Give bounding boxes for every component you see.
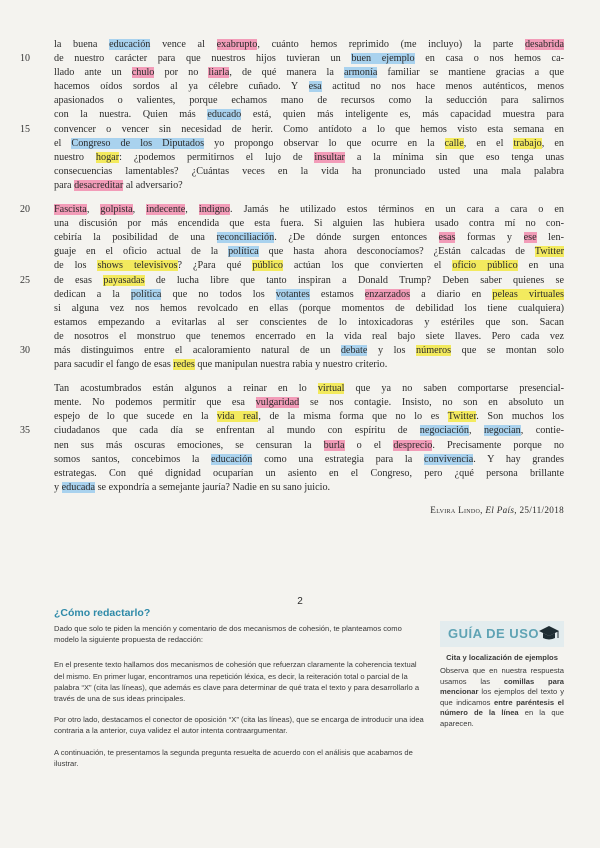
text-run: somos santos, concebimos la (54, 453, 212, 465)
text-run: dedican a la (54, 288, 131, 300)
text-line (54, 302, 564, 316)
highlight-blue: debate (340, 344, 368, 356)
text-line (54, 151, 564, 165)
text-run: , cuánto hemos reprimido (me incluyo) la parte (257, 39, 525, 50)
text-line (54, 439, 564, 453)
text-run: yo propongo observar lo que ocurre en la (204, 137, 445, 149)
guide-paragraph-model-2: Por otro lado, destacamos el conector de oposición “X” (cita las líneas), que se encarga de introducir una idea contraria a la anterior, cuya validez el autor intenta contraargumentar. (54, 715, 424, 736)
text-run: , (86, 204, 101, 216)
highlight-pink: indecente (146, 204, 186, 216)
usage-text-part: los ejemplos del texto y que indicamos (440, 687, 564, 707)
author-name: Elvira Lindo, (430, 504, 486, 515)
text-run: a diario en (410, 288, 493, 300)
highlight-blue: educación (211, 453, 253, 465)
text-run: en una (517, 260, 564, 272)
text-run: que manipulan nuestra rabia y nuestro criterio. (194, 359, 388, 371)
text-line (20, 274, 564, 288)
usage-text-part: en la que aparecen. (440, 708, 564, 728)
line-number: 35 (20, 425, 30, 437)
highlight-pink: indigno (198, 204, 230, 216)
highlight-pink: Fascista (54, 204, 87, 216)
guide-body (54, 623, 426, 779)
highlight-blue: educado (207, 109, 242, 121)
guide-paragraph-intro: Dado que solo te piden la mención y comentario de dos mecanismos de cohesión, te planteamos como modelo la siguiente propuesta de redacción: (54, 624, 402, 645)
text-line (54, 38, 564, 52)
text-line (20, 52, 564, 66)
text-run: actúan los que convierten el (282, 260, 453, 272)
usage-text-bold: comillas para mencionar (440, 676, 564, 697)
text-run: a la mínima sin que eso tenga unas (344, 151, 564, 163)
highlight-blue: educada (61, 481, 96, 493)
article-paragraph (20, 203, 565, 372)
highlight-pink: liarla (208, 67, 230, 79)
text-run: y (54, 481, 62, 493)
section-title: ¿Cómo redactarlo? (54, 607, 151, 619)
text-run: . Y hay grandes (473, 453, 564, 465)
highlight-pink: chulo (131, 67, 155, 79)
text-run: de esas (54, 274, 104, 286)
highlight-yellow: Twitter (447, 411, 477, 423)
text-run: , de qué manera la (229, 67, 344, 79)
highlight-pink: exabrupto (216, 39, 258, 50)
usage-guide-text (440, 666, 564, 730)
text-run: ciudadanos que cada día se enfrentan al mundo con espíritu de (54, 425, 420, 437)
text-run: para sacudir el fango de esas (54, 359, 174, 371)
text-run: que no todos los (161, 288, 276, 300)
publication-date: , 25/11/2018 (514, 504, 564, 515)
highlight-yellow: redes (173, 359, 195, 371)
highlight-yellow: trabajo (513, 137, 542, 149)
page-number: 2 (297, 596, 303, 607)
text-run: de nuestro carácter para que nuestros hijos tuvieran un (54, 53, 352, 65)
highlight-yellow: calle (444, 137, 464, 149)
line-number: 30 (20, 344, 30, 356)
highlight-pink: desacreditar (74, 179, 124, 191)
text-line (54, 94, 564, 108)
text-line (20, 203, 565, 217)
highlight-blue: armonía (343, 67, 378, 79)
highlight-blue: educación (109, 39, 151, 50)
text-line (54, 231, 564, 245)
text-line (54, 396, 564, 410)
text-run: de nosotros el monstruo que tenemos encerrado en la vida real bajo siete llaves. Pero cada vez (54, 330, 564, 342)
text-run: Tan acostumbrados están algunos a reinar en lo (54, 383, 318, 395)
text-run: . ¿De dónde surgen entonces (274, 232, 439, 244)
line-number: 15 (20, 123, 30, 135)
highlight-pink: desabrida (524, 39, 564, 50)
text-run: formas y (455, 232, 524, 244)
text-run: llado ante un (54, 67, 132, 79)
text-run: nuestro (54, 151, 96, 163)
text-run: o el (344, 439, 394, 451)
text-run: . Son muchos los (476, 411, 564, 423)
highlight-yellow: shows televisivos (97, 260, 178, 272)
highlight-blue: votantes (275, 288, 310, 300)
text-line (54, 179, 564, 193)
text-line (54, 137, 564, 151)
highlight-pink: ese (523, 232, 537, 244)
text-run: actitud no nos hace menos auténticos, menos (321, 81, 565, 93)
text-run: len- (536, 232, 564, 244)
text-run: de lucha libre que tanto inspiran a Donald Trump? Deben saber quienes se (144, 274, 564, 286)
text-run: , (468, 425, 484, 437)
text-run: hacemos oídos sordos al ya célebre cuñado. Y (54, 81, 309, 93)
text-line (54, 80, 564, 94)
usage-guide-title: GUÍA DE USO (448, 626, 539, 641)
text-run: el (54, 137, 72, 149)
guide-paragraph-outro: A continuación, te presentamos la segunda pregunta resuelta de acuerdo con el análisis que acabamos de ilustrar. (54, 747, 413, 768)
highlight-pink: golpista (100, 204, 133, 216)
highlight-yellow: peleas virtuales (492, 288, 564, 300)
text-run: que ya no saben comportarse presencial- (344, 383, 564, 395)
text-line (54, 108, 564, 122)
usage-text-part: Observa que en nuestra respuesta usamos las (440, 666, 564, 686)
text-run: apasionados o valientes, porque echamos mano de recursos como la seducción para salirnos (54, 95, 564, 107)
text-run: en casa o nos hemos ca- (414, 53, 564, 65)
text-run: espejo de lo que sucede en la (54, 411, 217, 423)
writing-guide-section (54, 607, 564, 768)
text-run: . Precisamente porque no (432, 439, 565, 451)
highlight-blue: política (228, 246, 259, 258)
highlight-pink: esas (438, 232, 456, 244)
line-number: 20 (20, 204, 30, 216)
graduation-cap-icon (538, 623, 560, 643)
guide-paragraph-model-1: En el presente texto hallamos dos mecanismos de cohesión que refuerzan claramente la coherencia textual del mismo. En primer lugar, encontramos una repetición léxica, es decir, la reiteración total o parcial de la palabra “X” (cita las líneas), que además es clave para determinar de qué trata el texto y para desarrollarlo a través de una de sus ideas principales. (54, 660, 420, 704)
text-run: , en (541, 137, 564, 149)
highlight-pink: vulgaridad (255, 397, 300, 409)
highlight-yellow: virtual (317, 383, 345, 395)
text-line (54, 165, 564, 179)
text-line (54, 330, 564, 344)
text-run: , (132, 204, 147, 216)
text-run: , contie- (520, 425, 564, 437)
article-text (20, 38, 565, 515)
usage-guide-header (440, 621, 564, 647)
text-run: estamos empezando a evitarlas al ser conscientes de lo intoxicadoras y estériles que son. Sacan (54, 316, 564, 328)
highlight-blue: negocian (483, 425, 521, 437)
line-number: 25 (20, 274, 30, 286)
text-run: estamos (309, 288, 365, 300)
highlight-pink: insultar (314, 151, 345, 163)
highlight-blue: buen ejemplo (351, 53, 415, 65)
usage-guide-subtitle: Cita y localización de ejemplos (446, 653, 558, 662)
usage-guide-box (440, 621, 564, 730)
text-run: como una estrategia para la (252, 453, 425, 465)
text-run: para (54, 179, 75, 191)
text-run: que se montan solo (451, 344, 564, 356)
text-run: si alguna vez nos hemos revolcado en ellas (porque momentos de debilidad los tiene cualquiera) (54, 302, 564, 314)
text-run: , (185, 204, 199, 216)
text-run: que hasta ahora desconocíamos? ¿Están calcadas de (258, 246, 535, 258)
highlight-yellow: vida real (216, 411, 259, 423)
text-line (54, 316, 564, 330)
text-run: de los (54, 260, 98, 272)
attribution (54, 505, 564, 515)
text-run: se expondría a semejante jauría? Nadie en su sano juicio. (95, 481, 331, 493)
text-line (54, 410, 564, 424)
article-paragraph (20, 38, 565, 193)
text-line (20, 344, 564, 358)
text-run: ? ¿Para qué (177, 260, 253, 272)
highlight-pink: desprecio (393, 439, 433, 451)
text-run: estrategas. Con qué dignidad ocuparían un asiento en el Congreso, pero ¿qué persona brillante (54, 467, 564, 479)
article-paragraph (20, 382, 565, 495)
text-run: consecuencias lamentables? ¿Cuántas veces en la vida ha pronunciado usted una mala palabra (54, 165, 564, 177)
highlight-yellow: público (252, 260, 283, 272)
text-run: por no (154, 67, 209, 79)
text-run: mente. No podemos permitir que esa (54, 397, 256, 409)
text-run: , en el (463, 137, 514, 149)
text-line (54, 467, 564, 481)
text-run: guaje en el oficio actual de la (54, 246, 229, 258)
text-line (20, 123, 564, 137)
text-run: : ¿podemos permitirnos el lujo de (119, 151, 315, 163)
highlight-yellow: números (416, 344, 452, 356)
text-run: una discusión por más encendida que esta fuera. Si alguien las hubiera usado contra mí no con- (54, 218, 564, 230)
text-run: convencer o vencer sin necesidad de herir. Como antídoto a lo que hemos visto esta semana en (54, 123, 564, 135)
highlight-blue: Congreso de los Diputados (71, 137, 205, 149)
text-run: se nos contagie. Insisto, no son en absoluto un (299, 397, 564, 409)
line-number: 10 (20, 53, 30, 65)
highlight-yellow: hogar (95, 151, 120, 163)
highlight-blue: negociación (419, 425, 469, 437)
text-line (54, 66, 564, 80)
highlight-pink: burla (323, 439, 345, 451)
text-run: está, quien más inteligente es, más capacidad muestra para (241, 109, 564, 121)
highlight-blue: convivencia (424, 453, 474, 465)
source-name: El País (485, 504, 515, 515)
text-run: con la nuestra. Quien más (54, 109, 208, 121)
text-line (54, 382, 564, 396)
text-run: al adversario? (123, 179, 183, 191)
text-run: familiar se mantiene gracias a que (377, 67, 564, 79)
text-line (54, 288, 564, 302)
text-run: más distinguimos entre el acaloramiento natural de un (54, 344, 341, 356)
highlight-yellow: payasadas (103, 274, 145, 286)
highlight-yellow: Twitter (534, 246, 564, 258)
text-run: nen sus más oscuras emociones, se censuran la (54, 439, 324, 451)
usage-text-bold: entre paréntesis el número de la línea (440, 697, 564, 718)
text-run: vence al (150, 39, 217, 50)
text-run: y los (367, 344, 417, 356)
highlight-pink: enzarzados (364, 288, 411, 300)
text-run: cebiría la posibilidad de una (54, 232, 217, 244)
text-line (54, 453, 564, 467)
text-line (54, 245, 564, 259)
text-line (54, 259, 564, 273)
text-run: . Jamás he utilizado estos términos en un cara a cara o en (230, 204, 565, 216)
text-line (54, 217, 564, 231)
text-line (54, 358, 564, 372)
text-run: la buena (54, 39, 110, 50)
highlight-yellow: oficio público (452, 260, 518, 272)
text-line (20, 424, 564, 438)
highlight-blue: política (130, 288, 162, 300)
text-line (54, 481, 564, 495)
highlight-blue: reconciliación (216, 232, 275, 244)
highlight-blue: esa (308, 81, 322, 93)
text-run: , de la misma forma que no lo es (258, 411, 448, 423)
